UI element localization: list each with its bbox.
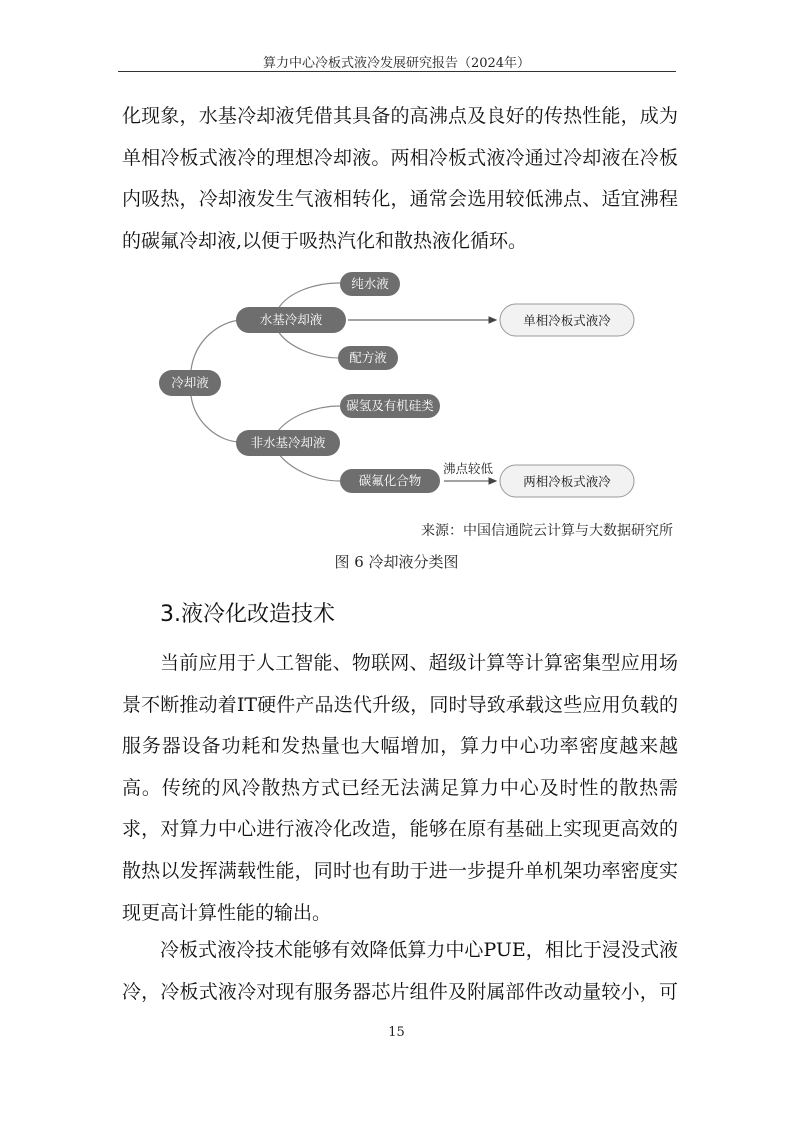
connector-nonwater-fluoro bbox=[278, 453, 340, 481]
figure-source: 来源：中国信通院云计算与大数据研究所 bbox=[421, 523, 673, 539]
connector-root-nonwater bbox=[191, 396, 240, 442]
arrow-head-two bbox=[489, 478, 496, 484]
connector-nonwater-hydrocarbon bbox=[278, 406, 340, 431]
arrow-head-single bbox=[489, 317, 496, 323]
node-non-water-label: 非水基冷却液 bbox=[250, 435, 326, 450]
coolant-classification-diagram bbox=[150, 264, 650, 504]
page-number: 15 bbox=[388, 1025, 405, 1040]
paragraph-cold-plate-advantages: 冷板式液冷技术能够有效降低算力中心PUE，相比于浸没式液冷，冷板式液冷对现有服务器芯片组件及附属部件改动量较小，可 bbox=[122, 939, 678, 1003]
connector-root-water bbox=[191, 320, 240, 370]
connector-water-formula bbox=[278, 331, 340, 358]
node-two-phase-label: 两相冷板式液冷 bbox=[523, 474, 611, 489]
low-boiling-label: 沸点较低 bbox=[442, 461, 494, 476]
node-pure-water-label: 纯水液 bbox=[351, 276, 389, 291]
header-rule bbox=[118, 71, 676, 72]
section-title: 3.液冷化改造技术 bbox=[160, 602, 335, 627]
connector-water-pure bbox=[278, 283, 340, 309]
page-header: 算力中心冷板式液冷发展研究报告（2024年） bbox=[262, 56, 531, 71]
node-root-label: 冷却液 bbox=[171, 375, 209, 390]
node-formula-label: 配方液 bbox=[349, 350, 387, 365]
paragraph-retrofit-background: 当前应用于人工智能、物联网、超级计算等计算密集型应用场景不断推动着IT硬件产品迭代升级，同时导致承载这些应用负载的服务器设备功耗和发热量也大幅增加，算力中心功率密度越来越高。传统的风冷散热方式已经无法满足算力中心及时性的散热需求，对算力中心进行液冷化改造，能够在原有基础上实现更高效的散热以发挥满载性能，同时也有助于进一步提升单机架功率密度实现更高计算性能的输出。 bbox=[122, 652, 678, 924]
paragraph-cooling-liquid-intro: 化现象，水基冷却液凭借其具备的高沸点及良好的传热性能，成为单相冷板式液冷的理想冷却液。两相冷板式液冷通过冷却液在冷板内吸热，冷却液发生气液相转化，通常会选用较低沸点、适宜沸程的碳氟冷却液,以便于吸热汽化和散热液化循环。 bbox=[122, 105, 678, 252]
node-single-phase-label: 单相冷板式液冷 bbox=[523, 313, 611, 328]
figure-caption: 图 6 冷却液分类图 bbox=[334, 553, 459, 571]
node-water-based-label: 水基冷却液 bbox=[259, 312, 323, 327]
node-fluorocarbon-label: 碳氟化合物 bbox=[358, 473, 422, 488]
node-hydrocarbon-label: 碳氢及有机硅类 bbox=[346, 398, 434, 413]
